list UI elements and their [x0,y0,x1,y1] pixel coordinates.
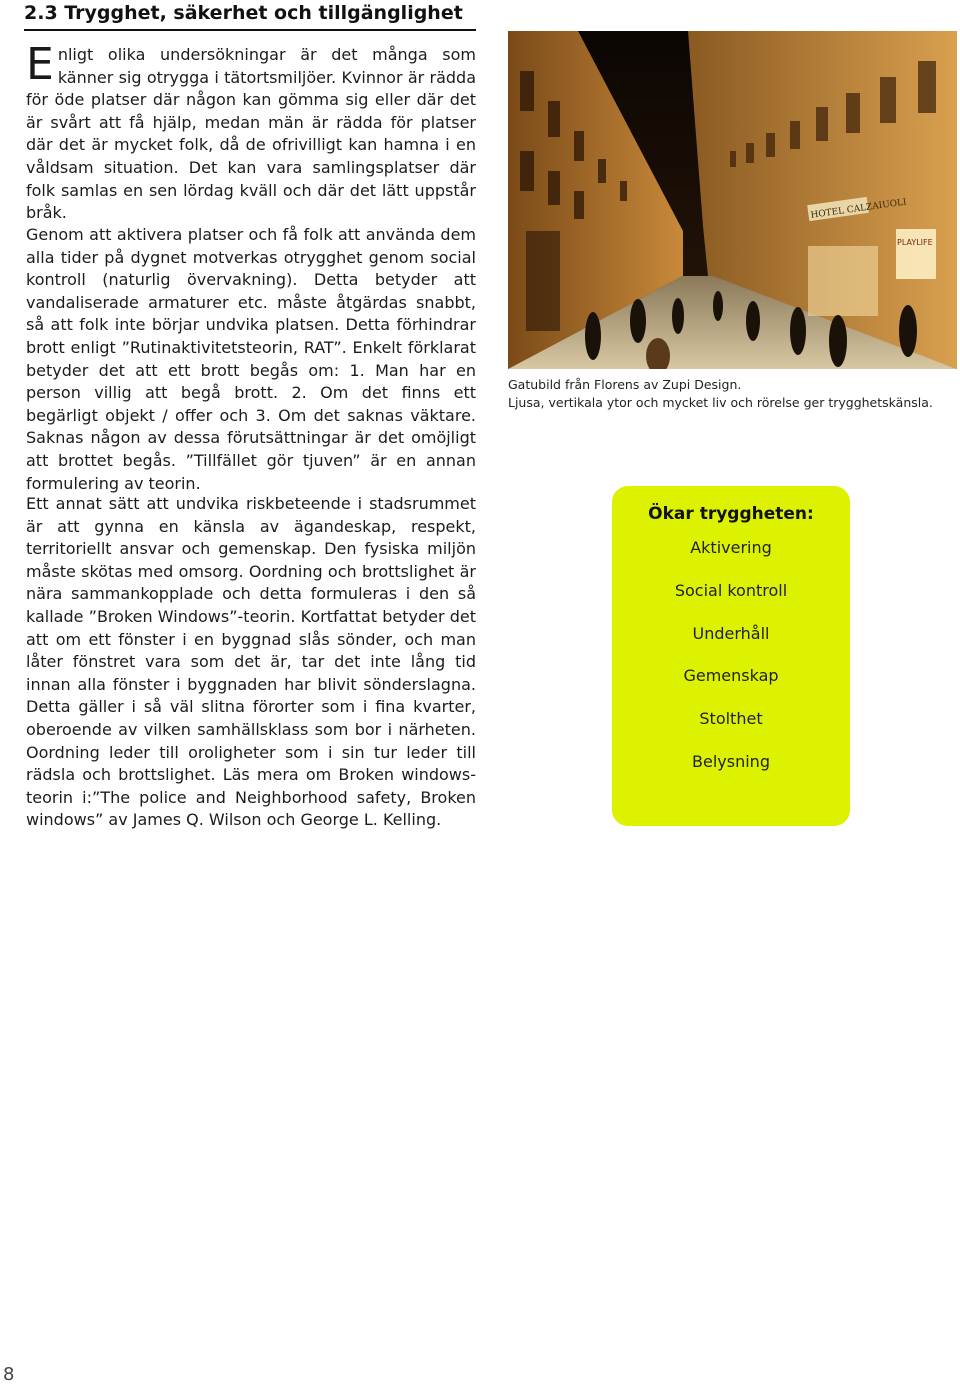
factor-item: Gemenskap [683,666,779,686]
page-number: 8 [3,1364,15,1385]
intro-paragraph [26,39,476,225]
shop-sign: PLAYLIFE [897,238,933,247]
factor-item: Stolthet [699,709,763,729]
drop-cap: E [26,39,54,90]
broken-windows-paragraph: Ett annat sätt att undvika riskbeteende i stadsrummet är att gynna en känsla av ägandeskap, respekt, territoriellt ansvar och gemenskap. Den fysiska miljön måste skötas med omsorg. Oordning och brottslighet är nära sammankopplade och detta formuleras i den så kallade ”Broken Windows”-teorin. Kortfattat betyder det att om ett fönster i en byggnad slås sönder, och man låter fönstret vara som det är, tar det inte lång tid innan alla fönster i byggnaden har blivit sönderslagna. Detta gäller i så väl slitna förorter som i fina kvarter, oberoende av vilken samhällsklass som bor i närheten. Oordning leder till oroligheter som i sin tur leder till rädsla och brottslighet. Läs mera om Broken windows-teorin i:”The police and Neighborhood safety, Broken windows” av James Q. Wilson och George L. Kelling. [26,494,476,830]
factor-item: Belysning [692,751,770,771]
factor-list [612,538,850,795]
caption-text: Ljusa, vertikala ytor och mycket liv och rörelse ger trygghetskänsla. [508,395,933,410]
factor-item: Social kontroll [674,580,788,600]
box-title: Ökar tryggheten: [648,504,814,524]
rat-paragraph: Genom att aktivera platser och få folk att använda dem alla tider på dygnet motverkas otrygghet genom social kontroll (naturlig övervakning). Detta betyder att vandaliserade armaturer etc. måste åtgärdas snabbt, så att folk inte börjar undvika platsen. Detta förhindrar brott enligt ”Rutinaktivitetsteorin, RAT”. Enkelt förklarat betyder det att ett brott begås om: 1. Man har en person villig att begå brott. 2. Om det finns ett begärligt objekt / offer och 3. Om det saknas väktare. Saknas någon av dessa förutsättningar är det omöjligt att brottet begås. ”Tillfället gör tjuven” är en annan formulering av teorin. [26,225,476,493]
intro-paragraph-text: nligt olika undersökningar är det många som känner sig otrygga i tätortsmiljöer. Kvinnor är rädda för öde platser där någon kan gömma sig eller där det är svårt att få hjälp, medan män är rädda för platser där det är mycket folk, då de ofrivilligt kan hamna i en våldsam situation. Det kan vara samlingsplatser där folk samlas en sen lördag kväll och där det lätt uppstår bråk. [26,45,476,223]
factor-item: Underhåll [692,623,770,643]
street-photo [508,31,957,369]
factor-item: Aktivering [690,538,772,557]
caption-credit: Gatubild från Florens av Zupi Design. [508,377,742,392]
safety-factors-box [612,486,850,826]
photo-caption [508,376,958,412]
hotel-sign: HOTEL CALZAIUOLI [809,197,908,221]
section-heading: 2.3 Trygghet, säkerhet och tillgänglighet [24,2,476,31]
